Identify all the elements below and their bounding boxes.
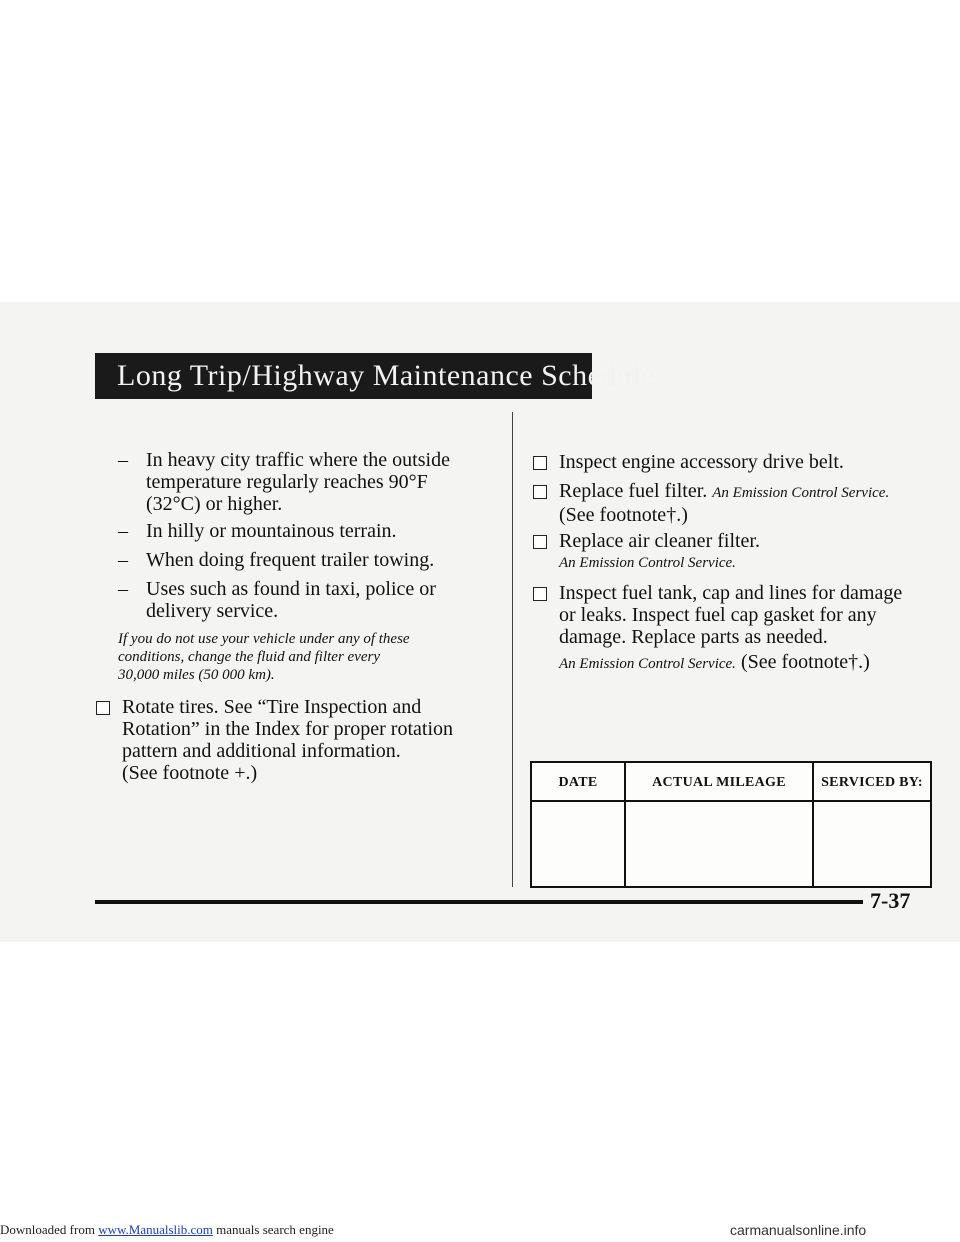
- footnote-ref: (See footnote†.): [740, 651, 870, 673]
- item-text: Replace fuel filter.: [559, 480, 708, 502]
- watermark-text: carmanualsonline.info: [730, 1222, 867, 1238]
- condition-line: delivery service.: [146, 600, 279, 622]
- fuel-filter-item: [533, 480, 943, 526]
- header-serviced-by: SERVICED BY:: [821, 775, 923, 790]
- cell-date[interactable]: [532, 802, 624, 886]
- dash-bullet: –: [118, 449, 128, 471]
- note-line: conditions, change the fluid and filter every: [118, 649, 381, 665]
- condition-taxi-police: [118, 578, 436, 622]
- column-divider: [512, 412, 513, 887]
- footer-prefix: Downloaded from: [0, 1222, 95, 1237]
- note-line: 30,000 miles (50 000 km).: [118, 667, 275, 683]
- manualslib-link[interactable]: www.Manualslib.com: [98, 1222, 213, 1237]
- item-line: pattern and additional information.: [122, 740, 401, 762]
- checkbox-icon[interactable]: [533, 587, 547, 601]
- page-number: 7-37: [870, 888, 911, 913]
- condition-line: In heavy city traffic where the outside: [146, 449, 450, 471]
- condition-heavy-traffic: [118, 449, 450, 515]
- cell-actual-mileage[interactable]: [626, 802, 812, 886]
- emission-label: An Emission Control Service.: [712, 485, 890, 501]
- item-line: Rotation” in the Index for proper rotation: [122, 718, 454, 740]
- emission-label: An Emission Control Service.: [559, 656, 736, 672]
- emission-label: An Emission Control Service.: [559, 555, 736, 571]
- header-actual-mileage: ACTUAL MILEAGE: [652, 775, 786, 790]
- header-date: DATE: [558, 775, 598, 790]
- condition-line: When doing frequent trailer towing.: [146, 549, 435, 571]
- condition-line: In hilly or mountainous terrain.: [146, 520, 397, 542]
- item-line: (See footnote +.): [122, 762, 258, 784]
- dash-bullet: –: [118, 549, 128, 571]
- item-line: damage. Replace parts as needed.: [559, 626, 828, 648]
- item-line: Rotate tires. See “Tire Inspection and: [122, 696, 422, 718]
- fuel-tank-item: [533, 582, 933, 675]
- page-bottom-rule: [95, 900, 863, 904]
- service-record-table: [530, 761, 932, 888]
- section-header: Long Trip/Highway Maintenance Schedule: [95, 353, 592, 399]
- fluid-change-note: [118, 630, 488, 684]
- inspect-belt-item: [533, 451, 844, 473]
- cell-serviced-by[interactable]: [814, 802, 930, 886]
- footer-suffix: manuals search engine: [216, 1222, 334, 1237]
- condition-line: temperature regularly reaches 90°F: [146, 471, 428, 493]
- condition-line: Uses such as found in taxi, police or: [146, 578, 436, 600]
- item-line: Inspect engine accessory drive belt.: [559, 451, 844, 473]
- dash-bullet: –: [118, 578, 128, 600]
- condition-hilly-terrain: [118, 520, 397, 542]
- footnote-ref: (See footnote†.): [559, 504, 688, 526]
- checkbox-icon[interactable]: [96, 701, 110, 715]
- condition-trailer-towing: [118, 549, 434, 571]
- condition-line: (32°C) or higher.: [146, 493, 283, 515]
- note-line: If you do not use your vehicle under any of these: [118, 631, 410, 647]
- item-line: Inspect fuel tank, cap and lines for damage: [559, 582, 903, 604]
- checkbox-icon[interactable]: [533, 485, 547, 499]
- rotate-tires-item: [96, 696, 453, 784]
- air-filter-item: [533, 530, 760, 574]
- item-text: Replace air cleaner filter.: [559, 530, 760, 552]
- checkbox-icon[interactable]: [533, 535, 547, 549]
- checkbox-icon[interactable]: [533, 456, 547, 470]
- dash-bullet: –: [118, 520, 128, 542]
- item-line: or leaks. Inspect fuel cap gasket for any: [559, 604, 877, 626]
- download-footer: [0, 1222, 334, 1238]
